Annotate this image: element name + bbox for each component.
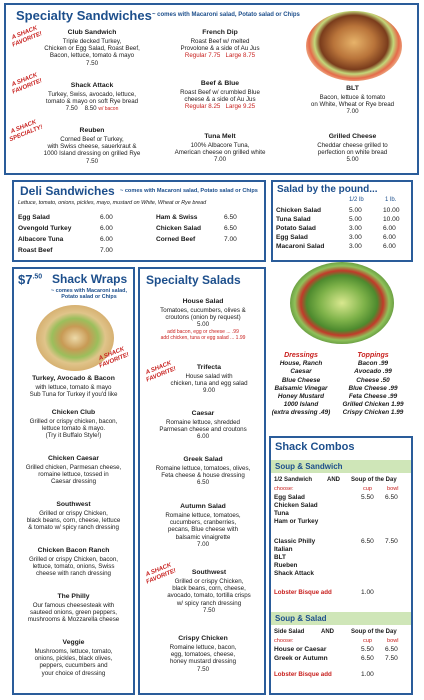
dressing-item: Honey Mustard: [277, 393, 325, 401]
combo-option: Egg Salad: [274, 494, 305, 501]
salad-item: [154, 569, 264, 615]
shack-specialty-badge: A SHACK SPECIALTY!: [8, 119, 44, 143]
section-title: Deli Sandwiches: [20, 184, 115, 198]
item-desc: Grilled or crispy Chicken, bacon,: [28, 555, 119, 563]
item-desc: balsamic vinaigrette: [175, 533, 231, 541]
item-name: Trifecta: [196, 364, 222, 371]
item-desc: pecans, Blue cheese with: [167, 526, 239, 534]
item-desc: Provolone & a side of Au Jus: [180, 44, 260, 52]
item-desc: croutons (onion by request): [165, 313, 241, 321]
item-desc: House salad with: [185, 372, 233, 380]
item-desc: cheese with ranch dressing: [36, 570, 111, 578]
menu-item-french-dip: [158, 29, 282, 60]
wrap-item: [16, 547, 131, 578]
wrap-item: [16, 409, 131, 440]
combo-option: Chicken Salad: [274, 502, 318, 509]
addon-line: add bacon, egg or cheese ... .99: [167, 328, 239, 335]
item-desc: 100% Albacore Tuna,: [190, 141, 250, 149]
menu-item-reuben: [28, 127, 156, 165]
item-price: 6.50: [196, 479, 210, 487]
deli-item-name: Egg Salad: [18, 214, 50, 221]
combo-group2: [274, 538, 315, 578]
shack-favorite-badge: A SHACK FAVORITE!: [97, 346, 130, 370]
item-desc: egg, tomatoes, cheese,: [170, 650, 236, 658]
item-name: Chicken Club: [51, 409, 96, 416]
item-desc: Grilled or crispy Chicken,: [174, 577, 244, 585]
deli-item-name: Albacore Tuna: [18, 236, 64, 243]
salad-by-pound-panel: [271, 180, 413, 262]
lobster-bisque-label: Lobster Bisque add: [274, 671, 332, 678]
item-desc: Romaine lettuce, shredded: [166, 418, 240, 426]
item-price: 7.50: [202, 607, 216, 615]
item-price: 7.50: [85, 59, 99, 67]
item-price: 5.00: [196, 321, 210, 329]
price-regular: Regular 8.25: [184, 103, 221, 111]
item-name: Reuben: [79, 127, 105, 134]
item-desc: (Try it Buffalo Style!): [45, 432, 102, 440]
item-desc: Cheddar cheese grilled to: [317, 141, 388, 149]
dressing-item: House, Ranch: [279, 360, 323, 368]
topping-item: Cheese .50: [356, 376, 390, 384]
salad-item: [144, 503, 262, 549]
item-desc: Parmesan cheese and croutons: [159, 425, 247, 433]
specialty-salads-panel: [138, 267, 266, 695]
pound-item-name: Egg Salad: [276, 234, 308, 241]
combo-bowl-price: 7.50: [385, 655, 398, 662]
pound-item-half: 5.00: [349, 207, 362, 214]
wrap-item: [16, 501, 131, 532]
item-desc: Turkey, Swiss, avocado, lettuce,: [47, 90, 137, 98]
combo-cup: cup: [363, 638, 373, 644]
combo-bowl-price: 6.50: [385, 494, 398, 501]
specialty-sandwiches-panel: [4, 3, 419, 175]
item-price: 7.00: [346, 108, 359, 116]
item-name: Club Sandwich: [67, 29, 117, 36]
pound-item-name: Potato Salad: [276, 225, 316, 232]
combo-bowl-price: 6.50: [385, 646, 398, 653]
item-desc: lettuce, tomato, onions, Swiss: [32, 562, 115, 570]
deli-item-price: 6.50: [224, 214, 237, 221]
item-name: Chicken Bacon Ranch: [37, 547, 110, 554]
combo-option: BLT: [274, 554, 286, 561]
item-name: Greek Salad: [183, 456, 223, 463]
pound-item-full: 10.00: [383, 216, 400, 223]
item-desc: Sub Tuna for Turkey if you'd like: [29, 390, 118, 398]
combo-option: Classic Philly: [274, 538, 316, 545]
combo-group1: [274, 494, 318, 526]
item-name: Tuna Melt: [204, 133, 236, 140]
item-price-bacon: 8.50: [84, 105, 97, 113]
item-name: The Philly: [57, 593, 90, 600]
item-desc: your choice of dressing: [41, 669, 106, 677]
item-desc: Caesar dressing: [50, 478, 97, 486]
section-title: Shack Combos: [275, 441, 355, 453]
addon-line: add chicken, tuna or egg salad ... 1.99: [160, 334, 246, 341]
item-price: 7.50: [65, 105, 78, 113]
item-name: Beef & Blue: [200, 80, 240, 87]
toppings-list: [336, 352, 410, 418]
combo-bowl: bowl: [387, 486, 399, 492]
item-desc: black beans, corn, cheese,: [172, 584, 246, 592]
section-title: Shack Wraps: [52, 272, 128, 286]
topping-item: Avocado .99: [354, 368, 392, 376]
item-desc: Romaine lettuce, bacon,: [169, 643, 237, 651]
item-name: French Dip: [202, 29, 238, 36]
lobster-bisque-price: 1.00: [361, 671, 374, 678]
combo-cup: cup: [363, 486, 373, 492]
pound-item-full: 6.00: [383, 234, 396, 241]
pound-item-full: 6.00: [383, 225, 396, 232]
wrap-item: [16, 455, 131, 486]
item-desc: tomato & mayo on soft Rye bread: [45, 97, 139, 105]
topping-item: Feta Cheese .99: [348, 393, 398, 401]
deli-subtitle: Lettuce, tomato, onions, pickles, mayo, mustard on White, Wheat or Rye bread: [18, 200, 207, 206]
section-note: [44, 288, 134, 301]
deli-item-price: 6.50: [224, 225, 237, 232]
wrap-price: [18, 272, 42, 287]
item-name: Veggie: [62, 639, 85, 646]
item-desc: honey mustard dressing: [169, 658, 237, 666]
combo-col2: Soup of the Day: [351, 629, 397, 635]
combo-cup-price: 6.50: [361, 538, 374, 545]
soup-salad-header: Soup & Salad: [275, 614, 327, 623]
combo-cup-price: 5.50: [361, 646, 374, 653]
item-name: Southwest: [191, 569, 227, 576]
item-desc: mushrooms & Mozzarella cheese: [27, 616, 120, 624]
dressings-title: Dressings: [284, 352, 318, 359]
item-desc: Grilled or crispy chicken, bacon,: [29, 417, 118, 425]
toppings-title: Toppings: [357, 352, 389, 359]
bacon-note: w/ bacon: [98, 106, 119, 113]
combo-option: Rueben: [274, 562, 298, 569]
pound-item-half: 3.00: [349, 234, 362, 241]
item-name: Grilled Cheese: [328, 133, 377, 140]
item-name: House Salad: [182, 298, 224, 305]
item-desc: Romaine lettuce, tomatoes,: [165, 511, 241, 519]
item-desc: Grilled or crispy Chicken,: [39, 509, 108, 517]
deli-item-price: 7.00: [100, 247, 113, 254]
combo-bowl: bowl: [387, 638, 399, 644]
combo-choose: choose:: [274, 638, 294, 644]
deli-item-name: Roast Beef: [18, 247, 53, 254]
lobster-bisque-price: 1.00: [361, 589, 374, 596]
item-desc: chicken, tuna and egg salad: [170, 379, 248, 387]
price-regular: Regular 7.75: [184, 52, 221, 60]
item-price: 7.00: [213, 156, 227, 164]
soup-sandwich-header: Soup & Sandwich: [275, 462, 343, 471]
topping-item: Crispy Chicken 1.99: [342, 409, 404, 417]
item-price: 9.00: [202, 387, 216, 395]
item-desc: black beans, corn, cheese, lettuce: [26, 516, 121, 524]
combo-bowl-price: 7.50: [385, 538, 398, 545]
wrap-price-dollars: $7: [18, 272, 33, 287]
item-desc: Roast Beef w/ melted: [190, 37, 250, 45]
wrap-item: [16, 639, 131, 677]
combo-option: Shack Attack: [274, 570, 314, 577]
dressing-item: (extra dressing .49): [271, 409, 331, 417]
note-line: ~ comes with Macaroni salad,: [51, 288, 127, 294]
dressing-item: Caesar: [290, 368, 312, 376]
deli-item-name: Ovengold Turkey: [18, 225, 72, 232]
lobster-bisque-label: Lobster Bisque add: [274, 589, 332, 596]
wrap-price-cents: .50: [32, 273, 43, 281]
item-desc: romaine lettuce, tossed in: [38, 470, 109, 478]
item-desc: avocado, tomato, tortilla crisps: [167, 592, 251, 600]
wrap-item: [16, 375, 131, 398]
item-desc: Grilled chicken, Parmesan cheese,: [25, 463, 122, 471]
menu-item-blt: [290, 85, 415, 116]
item-desc: peppers, cucumbers and: [39, 662, 108, 670]
item-name: Turkey, Avocado & Bacon: [32, 375, 115, 382]
salad-item: [144, 456, 262, 487]
dressings-list: [268, 352, 334, 418]
pound-item-half: 3.00: [349, 243, 362, 250]
item-desc: American cheese on grilled white: [174, 148, 266, 156]
pound-item-half: 5.00: [349, 216, 362, 223]
menu-item-club-sandwich: [32, 29, 152, 67]
deli-item-name: Corned Beef: [156, 236, 196, 243]
combo-option: Ham or Turkey: [274, 518, 319, 525]
section-title: Specialty Sandwiches: [16, 8, 152, 23]
salad-photo: [290, 262, 394, 344]
item-name: Shack Attack: [70, 82, 114, 89]
item-desc: on White, Wheat or Rye bread: [310, 100, 395, 108]
menu-item-shack-attack: [32, 82, 152, 114]
shack-favorite-badge: A SHACK FAVORITE!: [144, 562, 177, 586]
deli-item-name: Chicken Salad: [156, 225, 202, 232]
shack-favorite-badge: A SHACK FAVORITE!: [144, 360, 177, 384]
combo-choose: choose:: [274, 486, 294, 492]
item-desc: Romaine lettuce, tomatoes, olives,: [155, 464, 251, 472]
pound-item-full: 6.00: [383, 243, 396, 250]
col-header-full: 1 lb.: [385, 197, 397, 203]
item-desc: Triple decked Turkey,: [62, 37, 122, 45]
item-desc: with Swiss cheese, sauerkraut &: [47, 142, 137, 150]
deli-sandwiches-panel: [12, 180, 266, 262]
item-desc: Roast Beef w/ crumbled Blue: [180, 88, 260, 96]
topping-item: Grilled Chicken 1.99: [342, 401, 404, 409]
combo-col1: Side Salad: [274, 629, 305, 635]
item-name: Crispy Chicken: [178, 635, 228, 642]
combo-col2: Soup of the Day: [351, 477, 397, 483]
item-desc: Our famous cheesesteak with: [32, 601, 115, 609]
section-note: ~ comes with Macaroni salad, Potato salad or Chips: [120, 188, 258, 194]
deli-item-price: 6.00: [100, 214, 113, 221]
wrap-item: [16, 593, 131, 624]
item-desc: Corned Beef or Turkey,: [60, 135, 124, 143]
item-desc: cheese & a side of Au Jus: [184, 95, 256, 103]
item-desc: Feta cheese & house dressing: [161, 471, 245, 479]
shack-combos-panel: [269, 436, 413, 695]
deli-item-name: Ham & Swiss: [156, 214, 198, 221]
item-desc: Chicken or Egg Salad, Roast Beef,: [44, 44, 140, 52]
pound-item-half: 3.00: [349, 225, 362, 232]
topping-item: Bacon .99: [357, 360, 389, 368]
item-desc: sauteed onions, green peppers,: [29, 608, 118, 616]
item-desc: lettuce tomato & mayo.: [41, 424, 106, 432]
combo-option: Italian: [274, 546, 293, 553]
section-title: Salad by the pound...: [277, 184, 378, 195]
combo-cup-price: 5.50: [361, 494, 374, 501]
section-note: ~ comes with Macaroni salad, Potato salad or Chips: [152, 12, 300, 18]
combo-and: AND: [321, 629, 334, 635]
combo-cup-price: 6.50: [361, 655, 374, 662]
shack-wraps-panel: [12, 267, 135, 695]
item-name: Caesar: [191, 410, 215, 417]
item-name: Autumn Salad: [180, 503, 226, 510]
shack-favorite-badge: A SHACK FAVORITE!: [10, 72, 43, 96]
combo-and: AND: [327, 477, 340, 483]
price-large: Large 8.75: [225, 52, 256, 60]
deli-item-price: 6.00: [100, 225, 113, 232]
item-desc: with lettuce, tomato & mayo: [35, 383, 112, 391]
shack-favorite-badge: A SHACK FAVORITE!: [10, 25, 43, 49]
price-large: Large 9.25: [225, 103, 256, 111]
sandwich-photo: [306, 11, 402, 81]
menu-item-beef-blue: [158, 80, 282, 111]
combo-option: House or Caesar: [274, 646, 327, 653]
item-desc: & tomato w/ spicy ranch dressing: [28, 524, 119, 532]
menu-item-grilled-cheese: [290, 133, 415, 164]
combo-option: Greek or Autumn: [274, 655, 328, 662]
item-desc: Mushrooms, lettuce, tomato,: [34, 647, 113, 655]
item-price: 7.50: [85, 157, 99, 165]
pound-item-full: 10.00: [383, 207, 400, 214]
section-title: Specialty Salads: [146, 273, 241, 287]
combo-option: Tuna: [274, 510, 289, 517]
note-line: Potato salad or Chips: [61, 294, 117, 301]
deli-item-price: 6.00: [100, 236, 113, 243]
item-desc: Bacon, lettuce, tomato & mayo: [49, 52, 135, 60]
pound-item-name: Tuna Salad: [276, 216, 311, 223]
pound-item-name: Macaroni Salad: [276, 243, 325, 250]
dressing-item: Balsamic Vinegar: [274, 384, 328, 392]
col-header-half: 1/2 lb: [349, 197, 364, 203]
salad-item: [154, 364, 264, 395]
item-name: BLT: [346, 85, 359, 92]
item-desc: Bacon, lettuce & tomato: [319, 93, 386, 101]
item-price: 6.00: [196, 433, 210, 441]
item-name: Southwest: [56, 501, 91, 508]
item-desc: w/ spicy ranch dressing: [176, 599, 242, 607]
item-desc: perfection on white bread: [317, 148, 388, 156]
pound-item-name: Chicken Salad: [276, 207, 322, 214]
item-price: 5.00: [346, 156, 359, 164]
salad-item: [144, 635, 262, 673]
item-price: 7.00: [196, 541, 210, 549]
menu-item-tuna-melt: [158, 133, 282, 164]
dressing-item: Blue Cheese: [281, 376, 321, 384]
item-name: Chicken Caesar: [47, 455, 99, 462]
topping-item: Blue Cheese .99: [348, 384, 398, 392]
deli-item-price: 7.00: [224, 236, 237, 243]
item-desc: onions, pickles, black olives,: [34, 654, 113, 662]
item-price: 7.50: [196, 665, 210, 673]
item-desc: Tomatoes, cucumbers, olives &: [160, 306, 246, 314]
salad-item: [144, 410, 262, 441]
item-desc: cucumbers, cranberries,: [169, 518, 237, 526]
combo-col1: 1/2 Sandwich: [274, 477, 313, 483]
dressing-item: 1000 Island: [283, 401, 319, 409]
item-desc: 1000 Island dressing on grilled Rye: [43, 150, 141, 158]
salad-item: [144, 298, 262, 341]
